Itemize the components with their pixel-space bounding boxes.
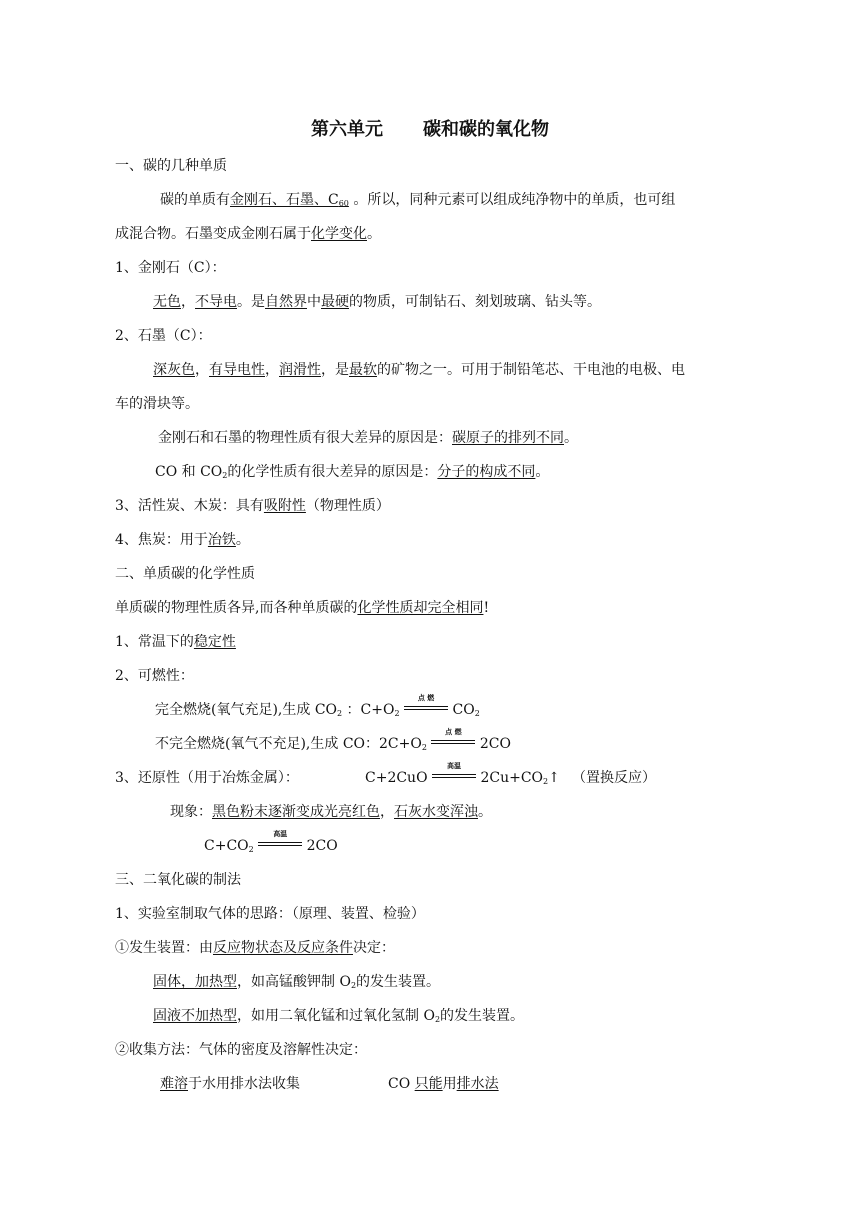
coke: 4、焦炭：用于冶铁。: [115, 532, 250, 548]
paragraph-carbon-allotropes: 碳的单质有金刚石、石墨、$C_{60}$ 。所以，同种元素可以组成纯净物中的单质，也可组: [160, 192, 676, 208]
lab-gas-approach: 1、实验室制取气体的思路：（原理、装置、检验）: [115, 906, 425, 922]
generation-apparatus: ①发生装置：由反应物状态及反应条件决定：: [115, 940, 395, 956]
reaction-arrow: 点 燃: [404, 701, 448, 719]
stability: 1、常温下的稳定性: [115, 634, 236, 650]
section-heading-2: 二、单质碳的化学性质: [115, 566, 255, 582]
graphite-properties-cont: 车的滑块等。: [115, 396, 199, 412]
insoluble-collection: 难溶于水用排水法收集: [160, 1076, 300, 1092]
solid-heating-type: 固体，加热型，如高锰酸钾制 $O_2$的发生装置。: [153, 974, 441, 990]
reason-diamond-graphite: 金刚石和石墨的物理性质有很大差异的原因是：碳原子的排列不同。: [158, 430, 578, 446]
reaction-arrow: 高温: [432, 769, 476, 787]
reaction-arrow: 高温: [258, 837, 302, 855]
page-title: 第六单元 碳和碳的氧化物: [311, 119, 549, 140]
combustibility-heading: 2、可燃性：: [115, 668, 194, 684]
reaction-type: （置换反应）: [572, 770, 656, 786]
diamond-properties: 无色，不导电。是自然界中最硬的物质，可制钻石、刻划玻璃、钻头等。: [153, 294, 601, 310]
collection-method: ②收集方法：气体的密度及溶解性决定：: [115, 1042, 367, 1058]
reduction-equation: C+2CuO 高温 $2Cu+CO_2↑$: [365, 762, 560, 786]
activated-carbon: 3、活性炭、木炭：具有吸附性（物理性质）: [115, 498, 390, 514]
carbon-co2-equation: $C+CO_2$ 高温 2CO: [204, 830, 338, 854]
complete-combustion-equation: 完全燃烧(氧气充足),生成 $CO_2$ ：$C+O_2$ 点 燃 $CO_2$: [155, 694, 480, 718]
incomplete-combustion-equation: 不完全燃烧(氧气不充足),生成 CO：$2C+O_2$ 点 燃 2CO: [155, 728, 511, 752]
reducibility-heading: 3、还原性（用于冶炼金属）：: [115, 770, 299, 786]
graphite-properties: 深灰色，有导电性，润滑性，是最软的矿物之一。可用于制铅笔芯、干电池的电极、电: [153, 362, 685, 378]
co-collection: CO 只能用排水法: [388, 1076, 499, 1092]
paragraph-graphite-change: 成混合物。石墨变成金刚石属于化学变化。: [115, 226, 381, 242]
chemical-property-intro: 单质碳的物理性质各异,而各种单质碳的化学性质却完全相同!: [115, 600, 490, 616]
reaction-arrow: 点 燃: [431, 735, 475, 753]
diamond-heading: 1、金刚石（C）：: [115, 260, 226, 276]
reduction-phenomenon: 现象：黑色粉末逐渐变成光亮红色，石灰水变浑浊。: [170, 804, 492, 820]
section-heading-3: 三、二氧化碳的制法: [115, 872, 241, 888]
reason-co-co2: CO 和 $CO_2$的化学性质有很大差异的原因是：分子的构成不同。: [155, 464, 550, 480]
section-heading-1: 一、碳的几种单质: [115, 158, 227, 174]
solid-liquid-type: 固液不加热型，如用二氧化锰和过氧化氢制 $O_2$的发生装置。: [153, 1008, 525, 1024]
graphite-heading: 2、石墨（C）：: [115, 328, 212, 344]
